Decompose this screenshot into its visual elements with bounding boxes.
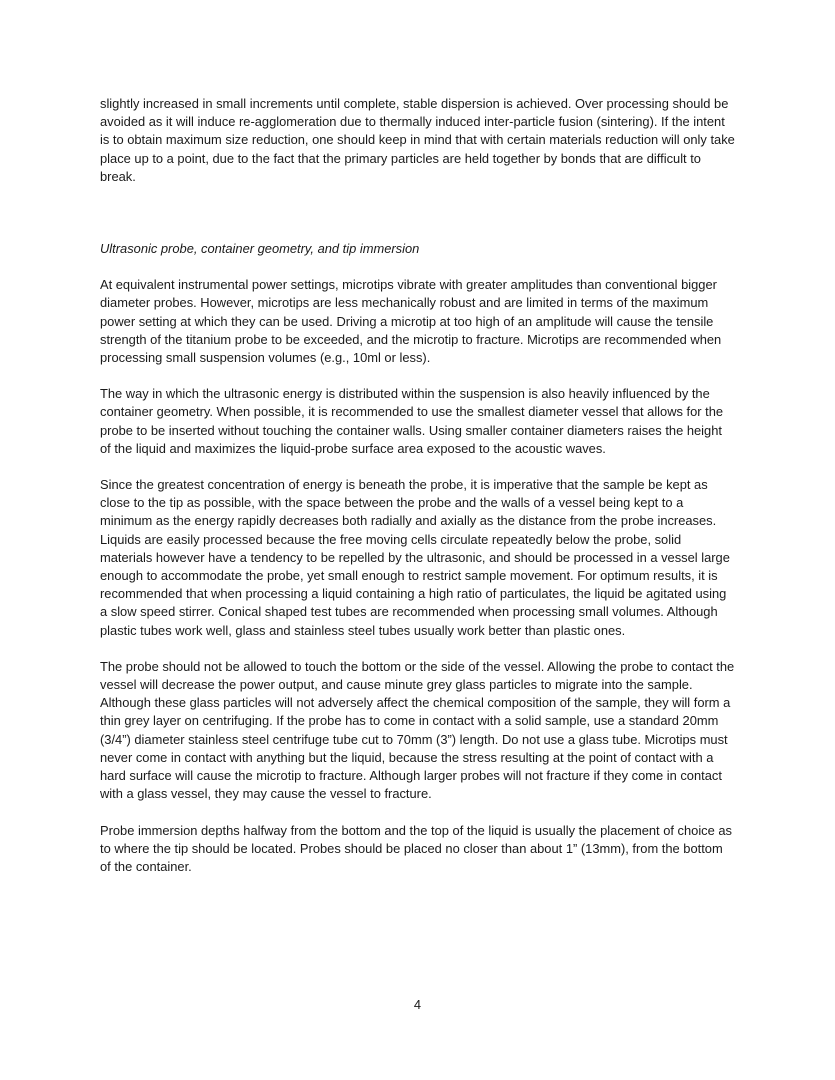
paragraph-microtips: At equivalent instrumental power settings, microtips vibrate with greater amplitudes than conventional bigger diameter probes. However, microtips are less mechanically robust and are limited in terms of the maximum power setting at which they can be used. Driving a microtip at too high of an amplitude will cause the tensile strength of the titanium probe to be exceeded, and the microtip to fracture. Microtips are recommended when processing small suspension volumes (e.g., 10ml or less).: [100, 277, 722, 366]
paragraph-container-geometry: The way in which the ultrasonic energy is distributed within the suspension is also heavily influenced by the container geometry. When possible, it is recommended to use the smallest diameter vessel that allows for the probe to be inserted without touching the container walls. Using smaller container diameters raises the height of the liquid and maximizes the liquid-probe surface area exposed to the acoustic waves.: [100, 386, 724, 456]
paragraph-immersion-depth: Probe immersion depths halfway from the bottom and the top of the liquid is usually the placement of choice as to where the tip should be located. Probes should be placed no closer than about 1” (13mm), from the bottom of the container.: [100, 822, 732, 874]
paragraph-energy-concentration: Since the greatest concentration of energy is beneath the probe, it is imperative that the sample be kept as close to the tip as possible, with the space between the probe and the walls of a vessel being kept to a minimum as the energy rapidly decreases both radially and axially as the distance from the probe increases. Liquids are easily processed because the free moving cells circulate repeatedly below the probe, solid materials however have a tendency to be repelled by the ultrasonic, and should be processed in a vessel large enough to accommodate the probe, yet small enough to restrict sample movement. For optimum results, it is recommended that when processing a liquid containing a high ratio of particulates, the liquid be agitated using a slow speed stirrer. Conical shaped test tubes are recommended when processing small volumes. Although plastic tubes work well, glass and stainless steel tubes usually work better than plastic ones.: [100, 477, 730, 638]
paragraph-probe-contact: The probe should not be allowed to touch the bottom or the side of the vessel. Allowing the probe to contact the vessel will decrease the power output, and cause minute grey glass particles to migrate into the sample. Although these glass particles will not adversely affect the chemical composition of the sample, they will form a thin grey layer on centrifuging. If the probe has to come in contact with a solid sample, use a standard 20mm (3/4”) diameter stainless steel centrifuge tube cut to 70mm (3”) length. Do not use a glass tube. Microtips must never come in contact with anything but the liquid, because the stress resulting at the point of contact with a hard surface will cause the microtip to fracture. Although larger probes will not fracture if they come in contact with a glass vessel, they may cause the vessel to fracture.: [100, 658, 735, 802]
page-number: 4: [413, 997, 422, 1012]
paragraph-dispersion-intro: slightly increased in small increments until complete, stable dispersion is achieved. Over processing should be avoided as it will induce re-agglomeration due to thermally induced inter-particle fusion (sintering). If the intent is to obtain maximum size reduction, one should keep in mind that with certain materials reduction will only take place up to a point, due to the fact that the primary particles are held together by bonds that are difficult to break.: [100, 96, 735, 184]
section-heading: Ultrasonic probe, container geometry, and tip immersion: [100, 241, 420, 257]
